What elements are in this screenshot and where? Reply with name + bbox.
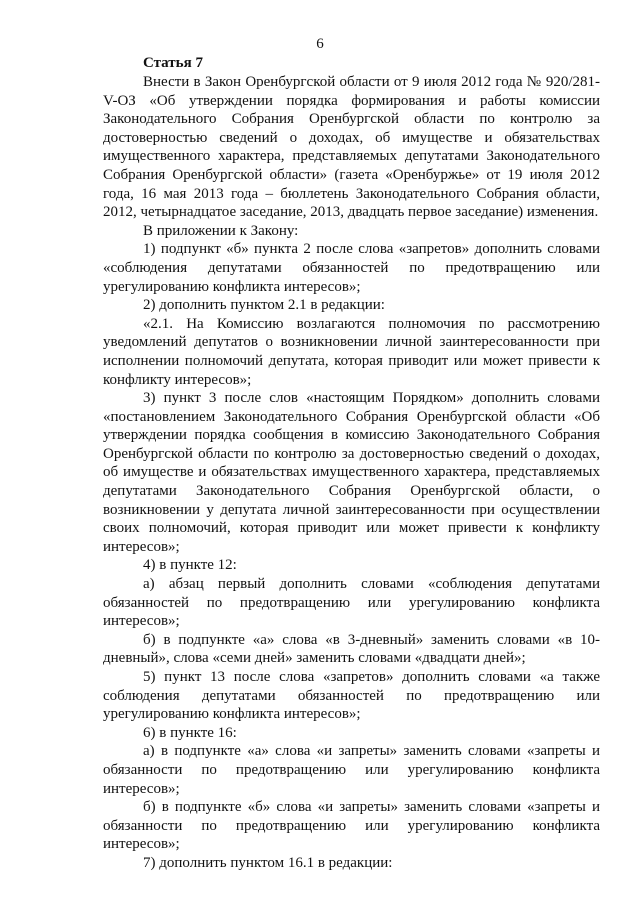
paragraph-item-4b: б) в подпункте «а» слова «в 3-дневный» заменить словами «в 10-дневный», слова «семи дней» заменить словами «двадцати дней»; — [103, 631, 600, 667]
paragraph-item-6b: б) в подпункте «б» слова «и запреты» заменить словами «запреты и обязанности по предотвращению или урегулированию конфликта интересов»; — [103, 799, 600, 853]
paragraph-item-6: 6) в пункте 16: — [143, 724, 237, 741]
paragraph-item-5: 5) пункт 13 после слова «запретов» дополнить словами «а также соблюдения депутатами обязанностей по предотвращению или урегулированию конфликта интересов»; — [103, 669, 600, 723]
paragraph-item-3: 3) пункт 3 после слов «настоящим Порядком» дополнить словами «постановлением Законодательного Собрания Оренбургской области «Об утверждении порядка сообщения в комиссию Законодательного Собрания Оренбургской области по контролю за достоверностью сведений о доходах, об имуществе и обязательствах имущественного характера, представляемых депутатами Законодательного Собрания Оренбургской области, о возникновении у депутата личной заинтересованности при осуществлении своих полномочий, которая приводит или может привести к конфликту интересов»; — [103, 390, 600, 555]
article-title: Статья 7 — [143, 55, 203, 71]
paragraph-item-2-1: «2.1. На Комиссию возлагаются полномочия по рассмотрению уведомлений депутатов о возникновении личной заинтересованности при исполнении полномочий депутата, которая приводит или может привести к конфликту интересов»; — [103, 315, 600, 388]
paragraph-item-4: 4) в пункте 12: — [143, 557, 237, 574]
paragraph-item-6a: а) в подпункте «а» слова «и запреты» заменить словами «запреты и обязанности по предотвращению или урегулированию конфликта интересов»; — [103, 743, 600, 797]
paragraph-item-2: 2) дополнить пунктом 2.1 в редакции: — [143, 297, 385, 314]
document-body — [103, 54, 600, 873]
page-number: 6 — [316, 36, 324, 52]
paragraph-item-1: 1) подпункт «б» пункта 2 после слова «запретов» дополнить словами «соблюдения депутатами обязанностей по предотвращению или урегулированию конфликта интересов»; — [103, 241, 600, 295]
paragraph-item-7: 7) дополнить пунктом 16.1 в редакции: — [143, 854, 393, 871]
paragraph-item-4a: а) абзац первый дополнить словами «соблюдения депутатами обязанностей по предотвращению или урегулированию конфликта интересов»; — [103, 576, 600, 630]
paragraph-appendix: В приложении к Закону: — [143, 222, 299, 239]
paragraph-intro: Внести в Закон Оренбургской области от 9 июля 2012 года № 920/281-V-ОЗ «Об утверждении порядка формирования и работы комиссии Законодательного Собрания Оренбургской области по контролю за достоверностью сведений о доходах, об имуществе и обязательствах имущественного характера, представляемых депутатами Законодательного Собрания Оренбургской области» (газета «Оренбуржье» от 19 июля 2012 года, 16 мая 2013 года – бюллетень Законодательного Собрания области, 2012, четырнадцатое заседание, 2013, двадцать первое заседание) изменения. — [103, 74, 600, 221]
